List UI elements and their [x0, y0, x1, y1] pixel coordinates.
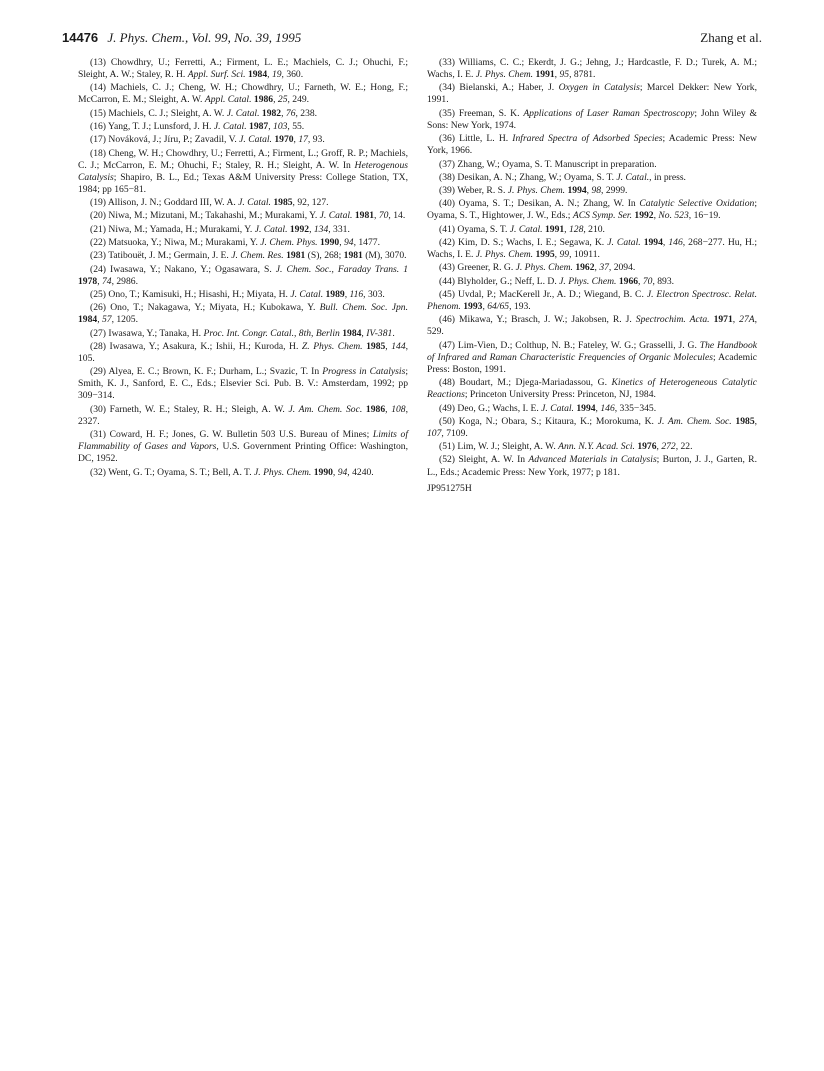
reference-text: , — [97, 314, 102, 326]
reference-item — [78, 224, 408, 236]
reference-item — [78, 250, 408, 262]
reference-text: , — [332, 466, 338, 478]
reference-text: 25 — [277, 94, 288, 106]
reference-text: 108 — [391, 403, 406, 415]
reference-text: ; Oyama, S. T., Hightower, J. W., Eds.; — [427, 198, 757, 222]
reference-item — [78, 134, 408, 146]
reference-text: J. Catal. — [319, 210, 353, 222]
references-column-right — [427, 57, 757, 495]
reference-text: Progress in Catalysis — [322, 366, 406, 378]
reference-text: Lim-Vien, D.; Colthup, N. B.; Fateley, W. G.; Grasselli, J. G. — [457, 339, 700, 351]
reference-text: , — [344, 288, 350, 300]
reference-text: , 7109. — [441, 427, 468, 439]
reference-number: (28) — [90, 340, 106, 352]
reference-text: 1982 — [261, 107, 282, 119]
reference-text: , 105. — [78, 340, 409, 364]
reference-text: , 238. — [295, 107, 318, 119]
reference-text: , — [361, 327, 367, 339]
reference-text: Advanced Materials in Catalysis — [528, 454, 657, 466]
reference-item — [427, 262, 757, 274]
reference-text: Zhang, W.; Oyama, S. T. Manuscript in preparation. — [457, 158, 657, 170]
reference-text: Oyama, S. T. — [457, 223, 510, 235]
reference-text: J. Catal. — [254, 223, 288, 235]
reference-text: 17 — [298, 134, 308, 146]
page-header — [62, 28, 762, 48]
reference-text: , — [268, 121, 274, 133]
reference-text: , 2999. — [601, 185, 628, 197]
reference-text: , — [293, 134, 299, 146]
reference-text: Boudart, M.; Djega-Mariadassou, G. — [459, 377, 612, 389]
reference-number: (50) — [439, 415, 455, 427]
reference-item — [78, 429, 408, 465]
reference-item — [427, 441, 757, 453]
reference-item — [427, 82, 757, 106]
reference-text: 19 — [271, 69, 282, 81]
reference-text: Bielanski, A.; Haber, J. — [459, 82, 559, 94]
reference-text: 1985 — [735, 415, 755, 427]
reference-text: , — [638, 275, 643, 287]
reference-text: Mikawa, Y.; Brasch, J. W.; Jakobsen, R. J. — [458, 314, 636, 326]
reference-text: Desikan, A. N.; Zhang, W.; Oyama, S. T. — [457, 171, 617, 183]
reference-number: (52) — [439, 454, 455, 466]
reference-text: , 1477. — [353, 237, 380, 248]
reference-text: 1990 — [313, 466, 333, 478]
reference-text: Bull. Chem. Soc. Jpn. — [319, 302, 408, 314]
reference-item — [427, 133, 757, 157]
reference-text: Little, L. H. — [459, 133, 513, 145]
reference-number: (22) — [90, 237, 106, 248]
reference-number: (32) — [90, 466, 106, 478]
reference-text: Iwasawa, Y.; Nakano, Y.; Ogasawara, S. — [110, 263, 276, 275]
reference-item — [78, 210, 408, 222]
reference-text: 70 — [378, 210, 389, 222]
reference-text: Deo, G.; Wachs, I. E. — [457, 402, 542, 414]
reference-text: 1985 — [366, 340, 386, 352]
reference-text: , in press. — [649, 171, 686, 183]
reference-text: ACS Symp. Ser. — [572, 210, 632, 222]
reference-text: 1986 — [365, 403, 386, 415]
reference-text: , — [309, 223, 314, 235]
reference-text: Ono, T.; Kamisuki, H.; Hisashi, H.; Miyata, H. — [108, 288, 291, 300]
reference-text: , 22. — [675, 441, 693, 453]
reference-text: 146 — [668, 237, 683, 248]
reference-item — [78, 237, 408, 249]
reference-number: (19) — [90, 197, 106, 209]
reference-text: Spectrochim. Acta. — [635, 314, 710, 326]
reference-text: Coward, H. F.; Jones, G. W. Bulletin 503 U.S. Bureau of Mines; — [109, 429, 373, 441]
reference-item — [78, 366, 408, 402]
reference-item — [78, 121, 408, 133]
reference-text: 116 — [349, 288, 364, 300]
reference-text: Chowdhry, U.; Ferretti, A.; Firment, L. E.; Machiels, C. J.; Ohuchi, F.; Sleight, A. W.; Staley, R. H. — [78, 57, 408, 81]
references-column-left — [78, 57, 408, 480]
reference-text: Went, G. T.; Oyama, S. T.; Bell, A. T. — [108, 466, 255, 478]
reference-text: 1978 — [78, 275, 98, 287]
reference-text: Appl. Catal. — [204, 94, 252, 106]
reference-text: 1994 — [643, 237, 663, 248]
reference-text: J. Catal. — [541, 402, 574, 414]
reference-number: (15) — [90, 107, 106, 119]
reference-text: J. Phys. Chem. — [507, 185, 566, 197]
reference-text: J. Phys. Chem. — [515, 262, 573, 274]
reference-text: Machiels, C. J.; Cheng, W. H.; Chowdhry, U.; Farneth, W. E.; Hong, F.; McCarron, E. M.; Sleight, A. W. — [78, 82, 408, 106]
reference-text: IV-381 — [366, 327, 393, 339]
reference-text: 1987 — [249, 121, 269, 133]
reference-text: 1981 — [286, 250, 306, 262]
reference-number: (27) — [90, 327, 106, 339]
reference-item — [427, 159, 757, 171]
reference-text: Blyholder, G.; Neff, L. D. — [457, 275, 560, 287]
reference-text: 98 — [591, 185, 602, 197]
reference-text: Matsuoka, Y.; Niwa, M.; Murakami, Y. — [108, 237, 261, 248]
reference-text: 37 — [599, 262, 609, 274]
reference-text: Tatibouët, J. M.; Germain, J. E. — [108, 250, 232, 262]
reference-text: J. Catal. — [226, 107, 260, 119]
reference-text: Heterogenous Catalysis — [78, 159, 408, 183]
reference-text: , — [554, 69, 560, 81]
reference-text: 1991 — [535, 69, 555, 81]
reference-text: , — [586, 185, 592, 197]
reference-text: , 93. — [307, 134, 325, 146]
reference-item — [78, 467, 408, 479]
reference-text: ; Academic Press: Boston, 1991. — [427, 351, 757, 375]
reference-text: J. Catal. — [290, 288, 324, 300]
reference-text: Iwasawa, Y.; Tanaka, H. — [108, 327, 204, 339]
reference-text: , — [732, 314, 740, 326]
reference-text: 1984 — [247, 69, 268, 81]
reference-number: (41) — [439, 223, 455, 235]
reference-item — [78, 82, 408, 106]
reference-number: (39) — [439, 185, 455, 197]
reference-text: Farneth, W. E.; Staley, R. H.; Sleigh, A. W. — [109, 403, 289, 415]
reference-text: 1995 — [535, 249, 555, 261]
reference-text: ; John Wiley & Sons: New York, 1974. — [427, 107, 757, 131]
reference-text: Niwa, M.; Mizutani, M.; Takahashi, M.; Murakami, Y. — [108, 210, 320, 222]
reference-number: (34) — [439, 82, 455, 94]
reference-text: The Handbook of Infrared and Raman Characteristic Frequencies of Organic Molecules — [427, 339, 757, 363]
reference-text: ; Academic Press: New York, 1966. — [427, 133, 757, 157]
reference-item — [427, 416, 757, 440]
reference-text: Niwa, M.; Yamada, H.; Murakami, Y. — [108, 223, 255, 235]
reference-text: Nováková, J.; Jíru, P.; Zavadil, V. — [108, 134, 240, 146]
reference-text: 95 — [559, 69, 570, 81]
reference-text: , 14. — [388, 210, 406, 222]
reference-text: 1971 — [713, 314, 733, 326]
reference-number: (26) — [90, 302, 106, 314]
reference-text: Infrared Spectra of Adsorbed Species — [512, 133, 663, 145]
reference-text: ; Smith, K. J., Sanford, E. C., Eds.; Elsevier Sci. Pub. B. V.: Amsterdam, 1992; pp 309−314. — [78, 366, 408, 402]
reference-item — [427, 237, 757, 261]
reference-number: (17) — [90, 134, 106, 146]
reference-text: 1992 — [634, 210, 654, 222]
reference-text: J. Phys. Chem. — [475, 69, 534, 81]
reference-text: , 8781. — [569, 69, 596, 81]
reference-text: 103 — [273, 121, 288, 133]
reference-text: 1990 — [320, 237, 340, 248]
reference-text: 1985 — [273, 197, 293, 209]
reference-text: , U.S. Government Printing Office: Washington, DC, 1952. — [78, 441, 408, 465]
reference-text: 57 — [101, 314, 112, 326]
reference-number: (25) — [90, 288, 106, 300]
reference-number: (49) — [439, 402, 455, 414]
reference-text: , — [339, 237, 344, 248]
reference-text: Yang, T. J.; Lunsford, J. H. — [108, 121, 214, 133]
reference-text: , — [273, 94, 278, 106]
reference-number: (38) — [439, 171, 455, 183]
reference-text: , — [482, 301, 488, 313]
reference-text: , — [97, 275, 102, 287]
reference-text: Z. Phys. Chem. — [301, 340, 363, 352]
reference-text: , — [653, 210, 659, 222]
reference-text: Greener, R. G. — [457, 262, 516, 274]
reference-text: ; Princeton University Press: Princeton, NJ, 1984. — [464, 389, 656, 401]
reference-text: Kinetics of Heterogeneous Catalytic Reactions — [427, 377, 757, 401]
reference-item — [78, 57, 408, 81]
reference-number: (24) — [90, 263, 106, 275]
reference-number: (16) — [90, 121, 106, 133]
reference-number: (44) — [439, 275, 455, 287]
reference-text: No. 523 — [658, 210, 689, 222]
reference-text: 1994 — [576, 402, 596, 414]
reference-text: Catalytic Selective Oxidation — [639, 198, 755, 210]
reference-text: 1981 — [343, 250, 363, 262]
reference-text: J. Catal. — [238, 197, 271, 209]
reference-item — [78, 148, 408, 196]
reference-number: (13) — [90, 57, 106, 68]
reference-item — [427, 224, 757, 236]
reference-number: (42) — [439, 237, 455, 248]
reference-text: 27A — [739, 314, 755, 326]
reference-item — [427, 198, 757, 222]
reference-text: J. Chem. Res. — [231, 250, 284, 262]
reference-text: Proc. Int. Congr. Catal., 8th, Berlin — [203, 327, 340, 339]
reference-text: , 193. — [509, 301, 531, 313]
reference-item — [427, 276, 757, 288]
reference-text: 1993 — [463, 301, 483, 313]
reference-text: Uvdal, P.; MacKerell Jr., A. D.; Wiegand, B. C. — [457, 288, 647, 300]
reference-text: , — [385, 403, 392, 415]
reference-text: , — [754, 415, 758, 427]
reference-text: (S), 268; — [305, 250, 344, 262]
reference-number: (31) — [90, 429, 106, 441]
reference-text: , 249. — [287, 94, 310, 106]
reference-item — [427, 172, 757, 184]
reference-number: (46) — [439, 314, 455, 326]
reference-text: J. Catal. — [607, 237, 641, 248]
reference-text: ; Shapiro, B. L., Ed.; Texas A&M University Press: College Station, TX, 1984; pp 165−81. — [78, 171, 408, 195]
reference-text: Alyea, E. C.; Brown, K. F.; Durham, L.; Svazic, T. In — [108, 366, 323, 378]
reference-text: Weber, R. S. — [457, 185, 508, 197]
reference-text: J. Phys. Chem. — [475, 249, 534, 261]
reference-text: J. Catal. — [213, 121, 247, 133]
reference-text: 1991 — [544, 223, 565, 235]
reference-item — [78, 197, 408, 209]
reference-text: 1970 — [274, 134, 294, 146]
reference-text: , 210. — [583, 223, 605, 235]
reference-text: 1981 — [354, 210, 375, 222]
reference-item — [427, 403, 757, 415]
reference-text: , 4240. — [347, 466, 374, 478]
reference-item — [427, 57, 757, 81]
reference-text: 1986 — [253, 94, 274, 106]
reference-text: , 268−277. Hu, H.; Wachs, I. E. — [427, 237, 757, 261]
reference-text: 107 — [427, 427, 442, 439]
reference-text: , — [662, 237, 669, 248]
reference-text: J. Electron Spectrosc. Relat. Phenom. — [427, 288, 758, 313]
running-authors: Zhang et al. — [700, 30, 762, 45]
reference-text: Machiels, C. J.; Sleight, A. W. — [108, 107, 227, 119]
reference-text: J. Catal. — [239, 134, 272, 146]
reference-text: Freeman, S. K. — [458, 107, 524, 119]
reference-number: (18) — [90, 147, 106, 159]
reference-text: , 360. — [281, 69, 304, 81]
reference-text: J. Am. Chem. Soc. — [288, 403, 363, 415]
reference-number: (30) — [90, 403, 106, 415]
reference-text: 1994 — [567, 185, 587, 197]
reference-number: (47) — [439, 339, 455, 351]
reference-text: 70 — [642, 275, 653, 287]
reference-number: (45) — [439, 288, 455, 300]
reference-text: Appl. Surf. Sci. — [187, 69, 246, 81]
reference-item — [78, 404, 408, 428]
reference-text: ; Burton, J. J., Garten, R. L., Eds.; Academic Press: New York, 1977; p 181. — [427, 454, 757, 478]
journal-citation: J. Phys. Chem., Vol. 99, No. 39, 1995 — [107, 30, 302, 45]
reference-item — [427, 377, 757, 401]
reference-text: , 335−345. — [614, 402, 657, 414]
reference-number: (33) — [439, 57, 455, 68]
reference-text: , 16−19. — [688, 210, 721, 222]
reference-text: Iwasawa, Y.; Asakura, K.; Ishii, H.; Kuroda, H. — [109, 340, 302, 352]
reference-text: , — [595, 402, 601, 414]
reference-text: Ono, T.; Nakagawa, Y.; Miyata, H.; Kubokawa, Y. — [110, 302, 320, 314]
reference-text: Williams, C. C.; Ekerdt, J. G.; Jehng, J.; Hardcastle, F. D.; Turek, A. M.; Wachs, I. E. — [427, 57, 757, 81]
reference-number: (29) — [90, 366, 106, 378]
reference-text: 74 — [101, 275, 112, 287]
reference-text: Cheng, W. H.; Chowdhry, U.; Ferretti, A.; Firment, L.; Groff, R. P.; Machiels, C. J.; McCarron, E. M.; Ohuchi, F.; Staley, R. H.; Sleight, A. W. In — [78, 147, 408, 171]
reference-text: 1992 — [289, 223, 310, 235]
reference-number: (51) — [439, 441, 455, 453]
reference-text: Kim, D. S.; Wachs, I. E.; Segawa, K. — [458, 237, 608, 248]
reference-text: , — [267, 69, 272, 81]
reference-item — [78, 341, 408, 365]
reference-text: 76 — [285, 107, 296, 119]
reference-item — [427, 314, 757, 338]
reference-text: , 331. — [328, 223, 350, 235]
reference-item — [78, 328, 408, 340]
reference-text: 1984 — [342, 327, 362, 339]
reference-text: J. Am. Chem. Soc. — [657, 415, 732, 427]
reference-item — [427, 340, 757, 376]
reference-text: , — [281, 107, 286, 119]
header-left — [62, 28, 301, 48]
reference-text: , 529. — [427, 314, 758, 338]
reference-text: Ann. N.Y. Acad. Sci. — [558, 441, 635, 453]
reference-text: Limits of Flammability of Gases and Vapors — [78, 429, 408, 453]
reference-text: J. Phys. Chem. — [254, 466, 312, 478]
reference-text: Sleight, A. W. In — [458, 454, 529, 466]
reference-text: , 2094. — [608, 262, 636, 274]
reference-item — [78, 264, 408, 288]
reference-text: 144 — [391, 340, 406, 352]
reference-text: , — [656, 441, 662, 453]
page-number: 14476 — [62, 30, 99, 45]
reference-text: , 893. — [652, 275, 675, 287]
reference-number: (48) — [439, 377, 455, 389]
reference-text: J. Catal. — [509, 223, 543, 235]
reference-item — [427, 454, 757, 478]
reference-text: 1962 — [575, 262, 595, 274]
reference-text: , — [374, 210, 379, 222]
reference-text: J. Catal. — [616, 171, 650, 183]
reference-number: (21) — [90, 223, 106, 235]
reference-text: 1984 — [78, 314, 98, 326]
reference-text: , — [564, 223, 569, 235]
reference-text: Lim, W. J.; Sleight, A. W. — [457, 441, 559, 453]
reference-text: 99 — [559, 249, 570, 261]
reference-text: 128 — [568, 223, 584, 235]
reference-item — [427, 185, 757, 197]
reference-text: (M), 3070. — [362, 250, 407, 262]
reference-item — [78, 108, 408, 120]
reference-number: (35) — [439, 107, 455, 119]
references-list-right — [427, 57, 757, 479]
reference-text: , 2327. — [78, 403, 408, 427]
reference-text: Oxygen in Catalysis — [558, 82, 640, 94]
reference-text: , — [594, 262, 600, 274]
reference-text: , 2986. — [111, 275, 138, 287]
reference-number: (36) — [439, 133, 455, 145]
reference-text: . — [392, 327, 395, 339]
reference-item — [427, 108, 757, 132]
reference-item — [78, 302, 408, 326]
reference-text: , 303. — [363, 288, 385, 300]
reference-text: ; Marcel Dekker: New York, 1991. — [427, 82, 757, 106]
reference-text: , 55. — [287, 121, 305, 133]
reference-text: Oyama, S. T.; Desikan, A. N.; Zhang, W. In — [458, 198, 640, 210]
reference-item — [427, 289, 757, 313]
reference-number: (43) — [439, 262, 455, 274]
reference-number: (20) — [90, 210, 106, 222]
reference-text: 64/65 — [487, 301, 510, 313]
reference-text: , 92, 127. — [292, 197, 329, 209]
reference-text: J. Chem. Soc., Faraday Trans. 1 — [275, 263, 408, 275]
reference-text: 1976 — [637, 441, 657, 453]
reference-text: 94 — [343, 237, 354, 248]
reference-item — [78, 289, 408, 301]
reference-text: Allison, J. N.; Goddard III, W. A. — [107, 197, 239, 209]
reference-text: , — [554, 249, 560, 261]
reference-text: 94 — [337, 466, 348, 478]
reference-text: , 10911. — [569, 249, 600, 261]
reference-text: J. Chem. Phys. — [260, 237, 318, 248]
reference-text: 146 — [600, 402, 615, 414]
reference-number: (14) — [90, 82, 106, 94]
reference-text: 272 — [661, 441, 676, 453]
reference-text: 1989 — [325, 288, 345, 300]
reference-text: 1966 — [618, 275, 639, 287]
reference-text: 134 — [313, 223, 329, 235]
reference-number: (23) — [90, 250, 106, 262]
reference-text: J. Phys. Chem. — [559, 275, 617, 287]
manuscript-code: JP951275H — [427, 482, 472, 494]
reference-text: , 1205. — [111, 314, 138, 326]
reference-number: (37) — [439, 158, 455, 170]
reference-text: , — [385, 340, 392, 352]
reference-text: Koga, N.; Obara, S.; Kitaura, K.; Morokuma, K. — [458, 415, 658, 427]
reference-number: (40) — [439, 198, 455, 210]
reference-text: Applications of Laser Raman Spectroscopy — [523, 107, 695, 119]
